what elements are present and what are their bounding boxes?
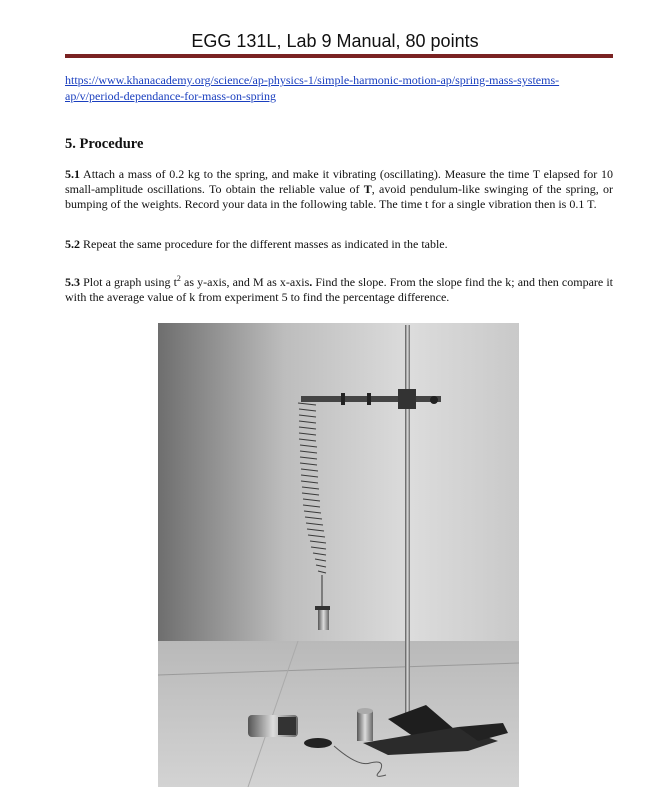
step-text: Attach a mass of 0.2 kg to the spring, and make it vibrating (oscillating). Measure the time T elapsed for 10 small-amplitude oscillations. To obtain the reliable value of xyxy=(65,167,613,196)
mass-cylinder-on-table xyxy=(357,708,373,741)
reference-link[interactable]: https://www.khanacademy.org/science/ap-physics-1/simple-harmonic-motion-ap/spring-mass-systems-ap/v/period-dependance-for-mass-on-spring xyxy=(65,73,560,103)
step-number: 5.3 xyxy=(65,275,80,289)
clamp xyxy=(398,389,416,409)
table-surface xyxy=(158,641,519,787)
header-divider xyxy=(65,54,613,58)
superscript: 2 xyxy=(176,274,181,283)
support-rod xyxy=(405,325,410,715)
step-text: Repeat the same procedure for the different masses as indicated in the table. xyxy=(80,237,448,251)
page-title: EGG 131L, Lab 9 Manual, 80 points xyxy=(191,31,479,51)
mass-set-on-table xyxy=(248,715,298,737)
step-text-bold: T xyxy=(363,182,372,196)
step-text-bold: . xyxy=(309,275,313,289)
step-text: Find the slope. From the slope find the k; and then compare it with the average value of k from experiment 5 to find the percentage difference. xyxy=(65,275,614,304)
wall-background xyxy=(158,323,519,641)
spring-apparatus-photo xyxy=(158,323,519,787)
step-text: as y-axis, and M as x-axis xyxy=(180,275,310,289)
section-heading: 5. Procedure xyxy=(65,136,144,152)
procedure-step-5-1 xyxy=(65,167,613,212)
procedure-step-5-2 xyxy=(65,237,613,252)
step-text: , avoid pendulum-like swinging of the spring, or bumping of the weights. Record your data in the following table. The time t for a single vibration then is 0.1 T. xyxy=(65,182,613,211)
step-text: Plot a graph using t xyxy=(80,275,177,289)
stopwatch xyxy=(304,738,332,748)
hanging-mass xyxy=(318,610,329,630)
procedure-step-5-3 xyxy=(65,271,613,305)
step-number: 5.1 xyxy=(65,167,80,181)
step-number: 5.2 xyxy=(65,237,80,251)
